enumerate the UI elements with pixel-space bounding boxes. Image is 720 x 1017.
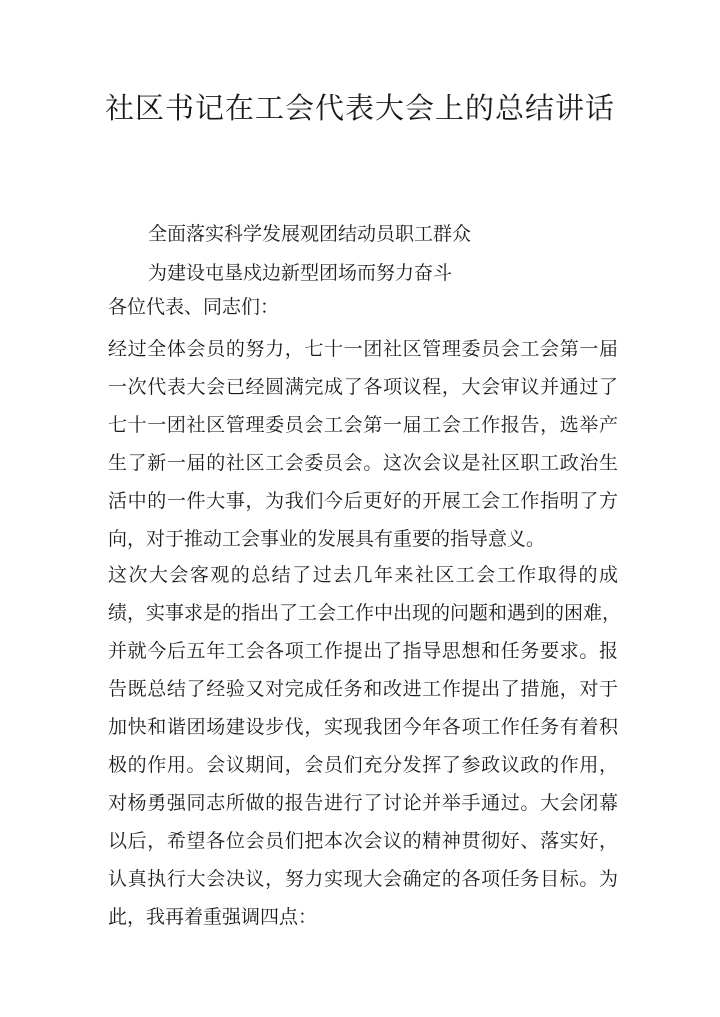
paragraph-line: 活中的一件大事，为我们今后更好的开展工会工作指明了方: [108, 490, 618, 512]
subtitle-line-2: 为建设屯垦戍边新型团场而努力奋斗: [148, 262, 453, 284]
paragraph-line: 生了新一届的社区工会委员会。这次会议是社区职工政治生: [108, 452, 618, 474]
salutation: 各位代表、同志们：: [108, 296, 280, 318]
paragraph-line: 告既总结了经验又对完成任务和改进工作提出了措施，对于: [108, 678, 618, 700]
paragraph-line: 认真执行大会决议，努力实现大会确定的各项任务目标。为: [108, 868, 618, 890]
paragraph-line: 七十一团社区管理委员会工会第一届工会工作报告，选举产: [108, 414, 618, 436]
paragraph-line: 以后，希望各位会员们把本次会议的精神贯彻好、落实好，: [108, 830, 618, 852]
subtitle-line-1: 全面落实科学发展观团结动员职工群众: [148, 223, 472, 245]
paragraph-line: 极的作用。会议期间，会员们充分发挥了参政议政的作用，: [108, 754, 618, 776]
paragraph-line: 这次大会客观的总结了过去几年来社区工会工作取得的成: [108, 564, 618, 586]
paragraph-line: 对杨勇强同志所做的报告进行了讨论并举手通过。大会闭幕: [108, 792, 618, 814]
paragraph-line: 绩，实事求是的指出了工会工作中出现的问题和遇到的困难，: [108, 602, 622, 624]
paragraph-line: 向，对于推动工会事业的发展具有重要的指导意义。: [108, 528, 546, 550]
paragraph-line: 一次代表大会已经圆满完成了各项议程，大会审议并通过了: [108, 376, 618, 398]
document-title: 社区书记在工会代表大会上的总结讲话: [104, 91, 615, 125]
paragraph-1: [108, 330, 618, 558]
paragraph-2: [108, 556, 622, 936]
paragraph-line: 加快和谐团场建设步伐，实现我团今年各项工作任务有着积: [108, 716, 618, 738]
paragraph-line: 经过全体会员的努力，七十一团社区管理委员会工会第一届: [108, 338, 618, 360]
paragraph-line: 并就今后五年工会各项工作提出了指导思想和任务要求。报: [108, 640, 618, 662]
paragraph-line: 此，我再着重强调四点：: [108, 906, 318, 928]
